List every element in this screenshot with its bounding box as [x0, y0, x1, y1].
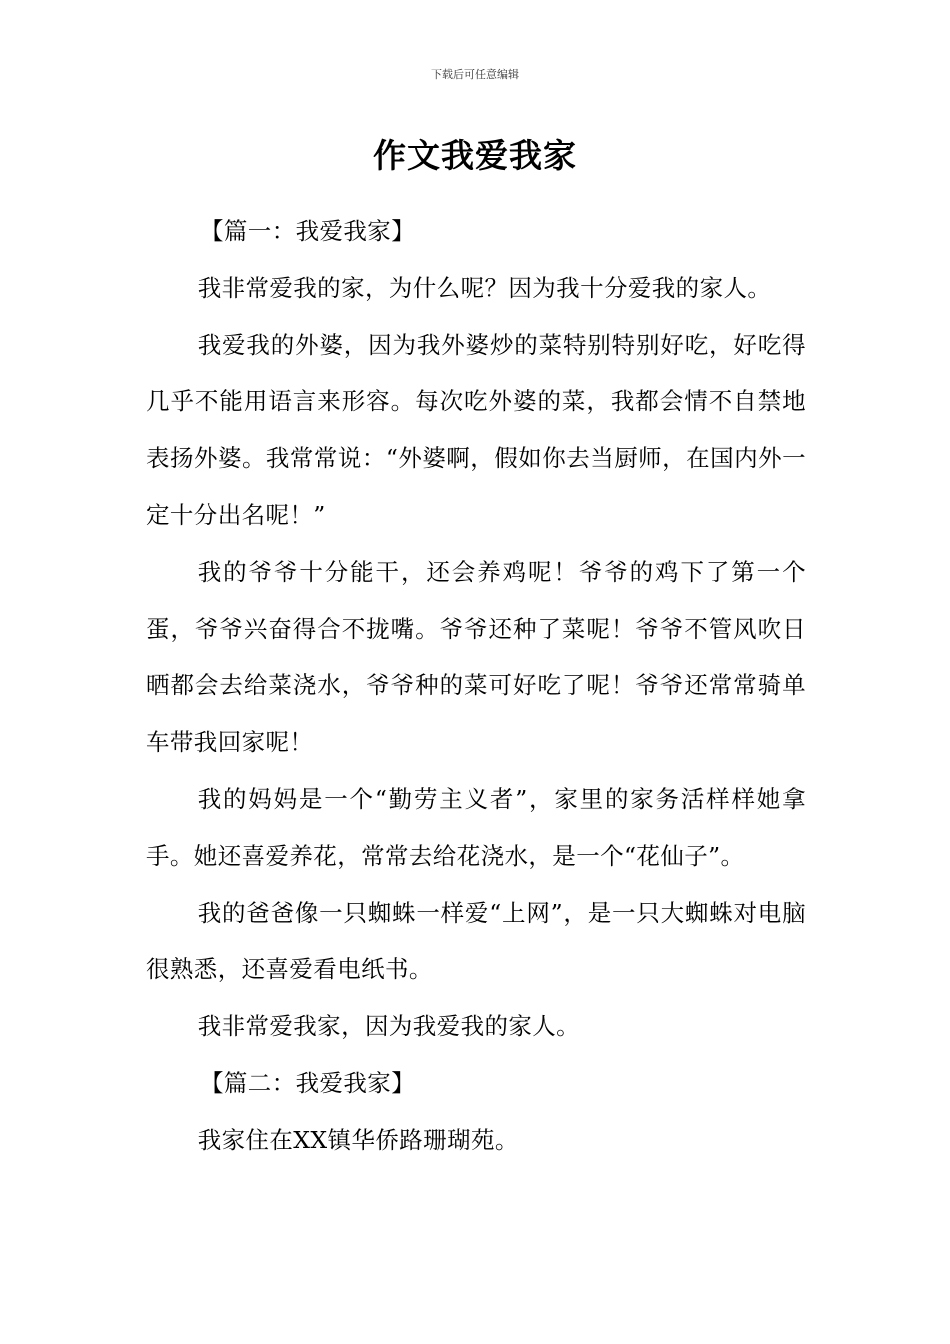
paragraph: 我的妈妈是一个“勤劳主义者”，家里的家务活样样她拿手。她还喜爱养花，常常去给花浇水，是一个“花仙子”。: [146, 784, 806, 870]
paragraph: 我非常爱我家，因为我爱我的家人。: [197, 1012, 581, 1041]
paragraph: 我的爷爷十分能干，还会养鸡呢！爷爷的鸡下了第一个蛋，爷爷兴奋得合不拢嘴。爷爷还种了菜呢！爷爷不管风吹日晒都会去给菜浇水，爷爷种的菜可好吃了呢！爷爷还常常骑单车带我回家呢！: [146, 557, 806, 757]
document-title: 作文我爱我家: [373, 136, 577, 175]
paragraph: 我非常爱我的家，为什么呢？因为我十分爱我的家人。: [197, 273, 772, 302]
paragraph: 我爱我的外婆，因为我外婆炒的菜特别特别好吃，好吃得几乎不能用语言来形容。每次吃外婆的菜，我都会情不自禁地表扬外婆。我常常说：“外婆啊，假如你去当厨师，在国内外一定十分出名呢！”: [146, 330, 806, 529]
section-heading-1: 【篇一：我爱我家】: [200, 217, 416, 245]
paragraph: 我的爸爸像一只蜘蛛一样爱“上网”，是一只大蜘蛛对电脑很熟悉，还喜爱看电纸书。: [146, 898, 806, 984]
header-note: 下载后可任意编辑: [431, 68, 519, 81]
paragraph: 我家住在XX镇华侨路珊瑚苑。: [197, 1125, 519, 1154]
document-body: [146, 203, 806, 1169]
section-heading-2: 【篇二：我爱我家】: [200, 1068, 416, 1097]
